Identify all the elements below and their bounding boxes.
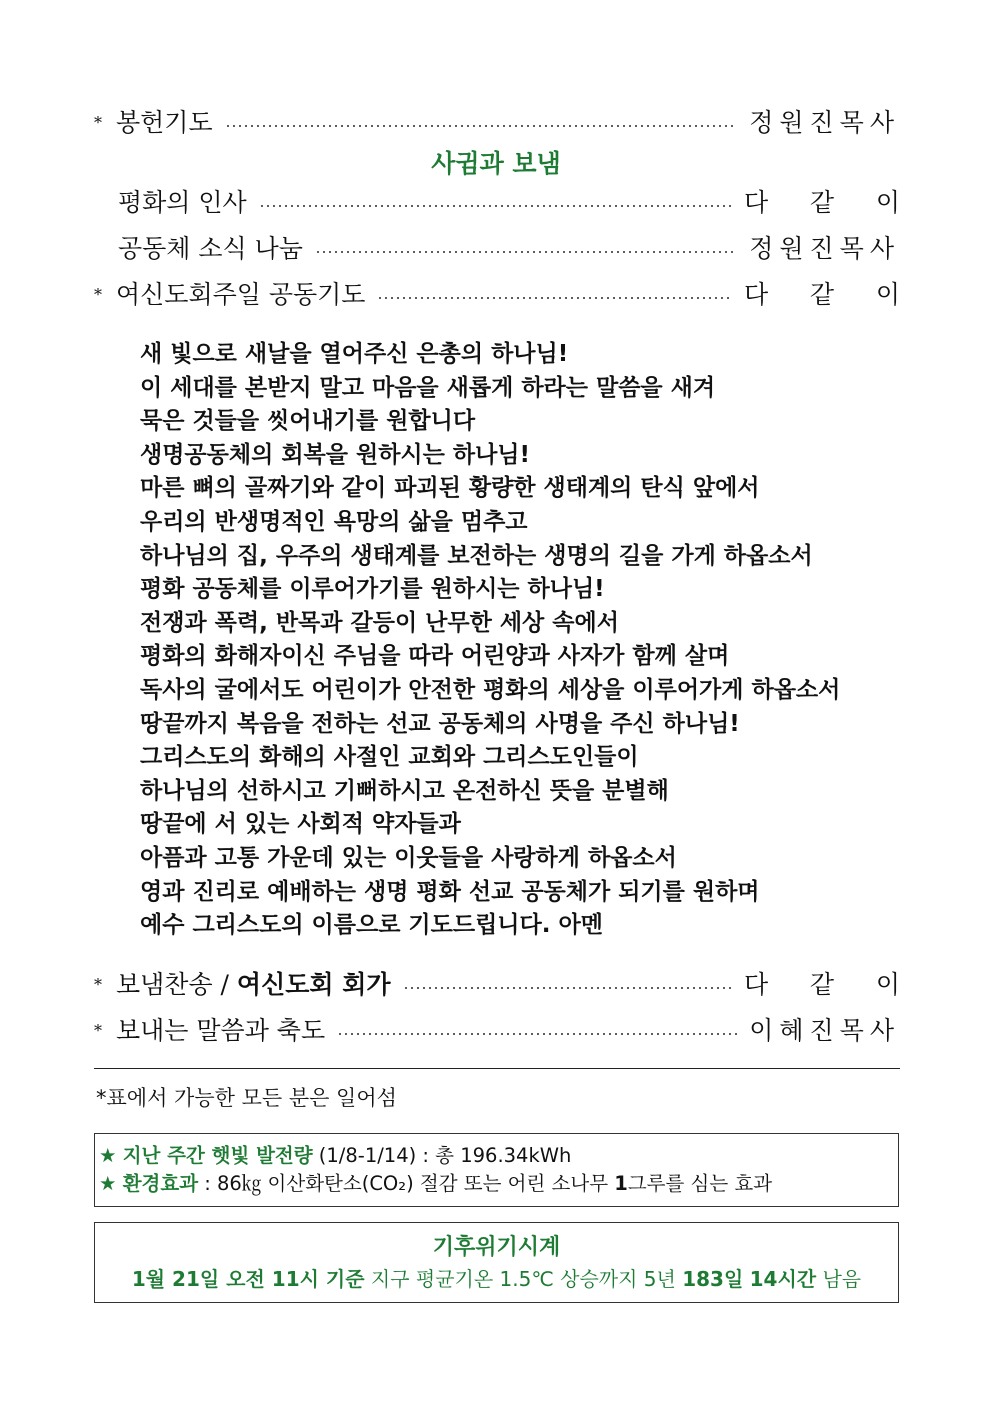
prayer-line: 묵은 것들을 씻어내기를 원합니다 [140,408,476,435]
order-item-offering-prayer [94,106,900,140]
leader-char: 같 [809,280,835,309]
standing-note: *표에서 가능한 모든 분은 일어섬 [96,1086,397,1110]
prayer-line: 평화의 화해자이신 주님을 따라 어린양과 사자가 함께 살며 [140,643,730,670]
leader-char: 이 [875,970,900,999]
prayer-line: 우리의 반생명적인 욕망의 삶을 멈추고 [140,508,528,535]
standing-mark: * [94,113,102,132]
prayer-line: 하나님의 선하시고 기뻐하시고 온전하신 뜻을 분별해 [140,777,669,804]
order-item-label: 공동체 소식 나눔 [118,234,303,263]
leader-char: 같 [809,970,835,999]
prayer-line: 아픔과 고통 가운데 있는 이웃들을 사랑하게 하옵소서 [140,844,677,871]
leader-dots [315,250,737,254]
order-item-community-news [118,232,900,266]
tree-count: 1 [614,1172,628,1195]
order-item-leader [744,278,900,312]
standing-mark: * [94,1021,102,1040]
prayer-line: 영과 진리로 예배하는 생명 평화 선교 공동체가 되기를 원하며 [140,878,760,905]
solar-output-value: (1/8-1/14) : 총 196.34kWh [312,1144,572,1167]
leader-dots [337,1032,737,1036]
environment-effect-label: 환경효과 [122,1172,199,1195]
solar-power-box [94,1133,899,1207]
climate-clock-end: 남음 [816,1267,862,1291]
climate-clock-text: 지구 평균기온 1.5℃ 상승까지 5년 [364,1267,683,1291]
environment-effect-text: : 86㎏ 이산화탄소(CO₂) 절감 또는 어린 소나무 [198,1172,615,1195]
prayer-line: 평화 공동체를 이루어가기를 원하시는 하나님! [140,576,605,603]
prayer-line: 전쟁과 폭력, 반목과 갈등이 난무한 세상 속에서 [140,609,619,636]
order-item-joint-prayer [94,278,900,312]
climate-clock-date: 1월 21일 오전 11시 기준 [131,1267,365,1291]
hymn-title: 여신도회 회가 [236,970,391,999]
leader-char: 같 [809,188,835,217]
order-item-label [116,968,391,1002]
climate-clock-box [94,1222,899,1303]
leader-char: 다 [744,280,769,309]
order-item-leader: 이혜진목사 [749,1016,900,1045]
solar-output-line [99,1142,898,1170]
leader-dots [259,204,732,208]
leader-char: 이 [875,188,900,217]
order-item-leader [744,186,900,220]
leader-dots [225,124,738,128]
leader-dots [377,296,732,300]
leader-dots [403,986,732,990]
order-item-label: 봉헌기도 [116,108,213,137]
order-item-leader: 정원진목사 [749,234,900,263]
prayer-line: 생명공동체의 회복을 원하시는 하나님! [140,441,530,468]
prayer-line: 그리스도의 화해의 사절인 교회와 그리스도인들이 [140,744,639,771]
prayer-line: 하나님의 집, 우주의 생태계를 보전하는 생명의 길을 가게 하옵소서 [140,542,813,569]
divider [94,1068,900,1069]
order-item-sending-hymn [94,968,900,1002]
leader-char: 이 [875,280,900,309]
prayer-line: 독사의 굴에서도 어린이가 안전한 평화의 세상을 이루어가게 하옵소서 [140,676,841,703]
climate-clock-title: 기후위기시계 [432,1235,561,1260]
star-icon: ★ [99,1172,117,1195]
climate-clock-line [95,1263,898,1295]
prayer-line: 예수 그리스도의 이름으로 기도드립니다. 아멘 [140,912,603,939]
prayer-line: 땅끝까지 복음을 전하는 선교 공동체의 사명을 주신 하나님! [140,710,740,737]
standing-mark: * [94,975,102,994]
prayer-text [140,338,900,943]
leader-char: 다 [744,188,769,217]
climate-clock-hours: 14시간 [749,1267,817,1291]
prayer-line: 새 빛으로 새날을 열어주신 은총의 하나님! [140,341,569,367]
order-item-label: 보내는 말씀과 축도 [116,1016,326,1045]
order-item-leader: 정원진목사 [749,108,900,137]
star-icon: ★ [99,1144,117,1167]
order-item-benediction [94,1014,900,1048]
environment-effect-end: 그루를 심는 효과 [627,1172,773,1195]
prayer-line: 땅끝에 서 있는 사회적 약자들과 [140,811,461,838]
order-item-leader [744,968,900,1002]
order-item-peace-greeting [118,186,900,220]
prayer-line: 이 세대를 본받지 말고 마음을 새롭게 하라는 말씀을 새겨 [140,374,716,401]
prayer-line: 마른 뼈의 골짜기와 같이 파괴된 황량한 생태계의 탄식 앞에서 [140,475,760,502]
climate-clock-days: 183일 [682,1267,744,1291]
section-title: 사귐과 보냄 [431,149,561,178]
order-item-label-text: 보냄찬송 / [116,970,237,999]
leader-char: 다 [744,970,769,999]
solar-output-label: 지난 주간 햇빛 발전량 [122,1144,313,1167]
order-item-label: 여신도회주일 공동기도 [116,280,366,309]
order-item-label: 평화의 인사 [118,188,247,217]
standing-mark: * [94,285,102,304]
environment-effect-line [99,1170,898,1198]
